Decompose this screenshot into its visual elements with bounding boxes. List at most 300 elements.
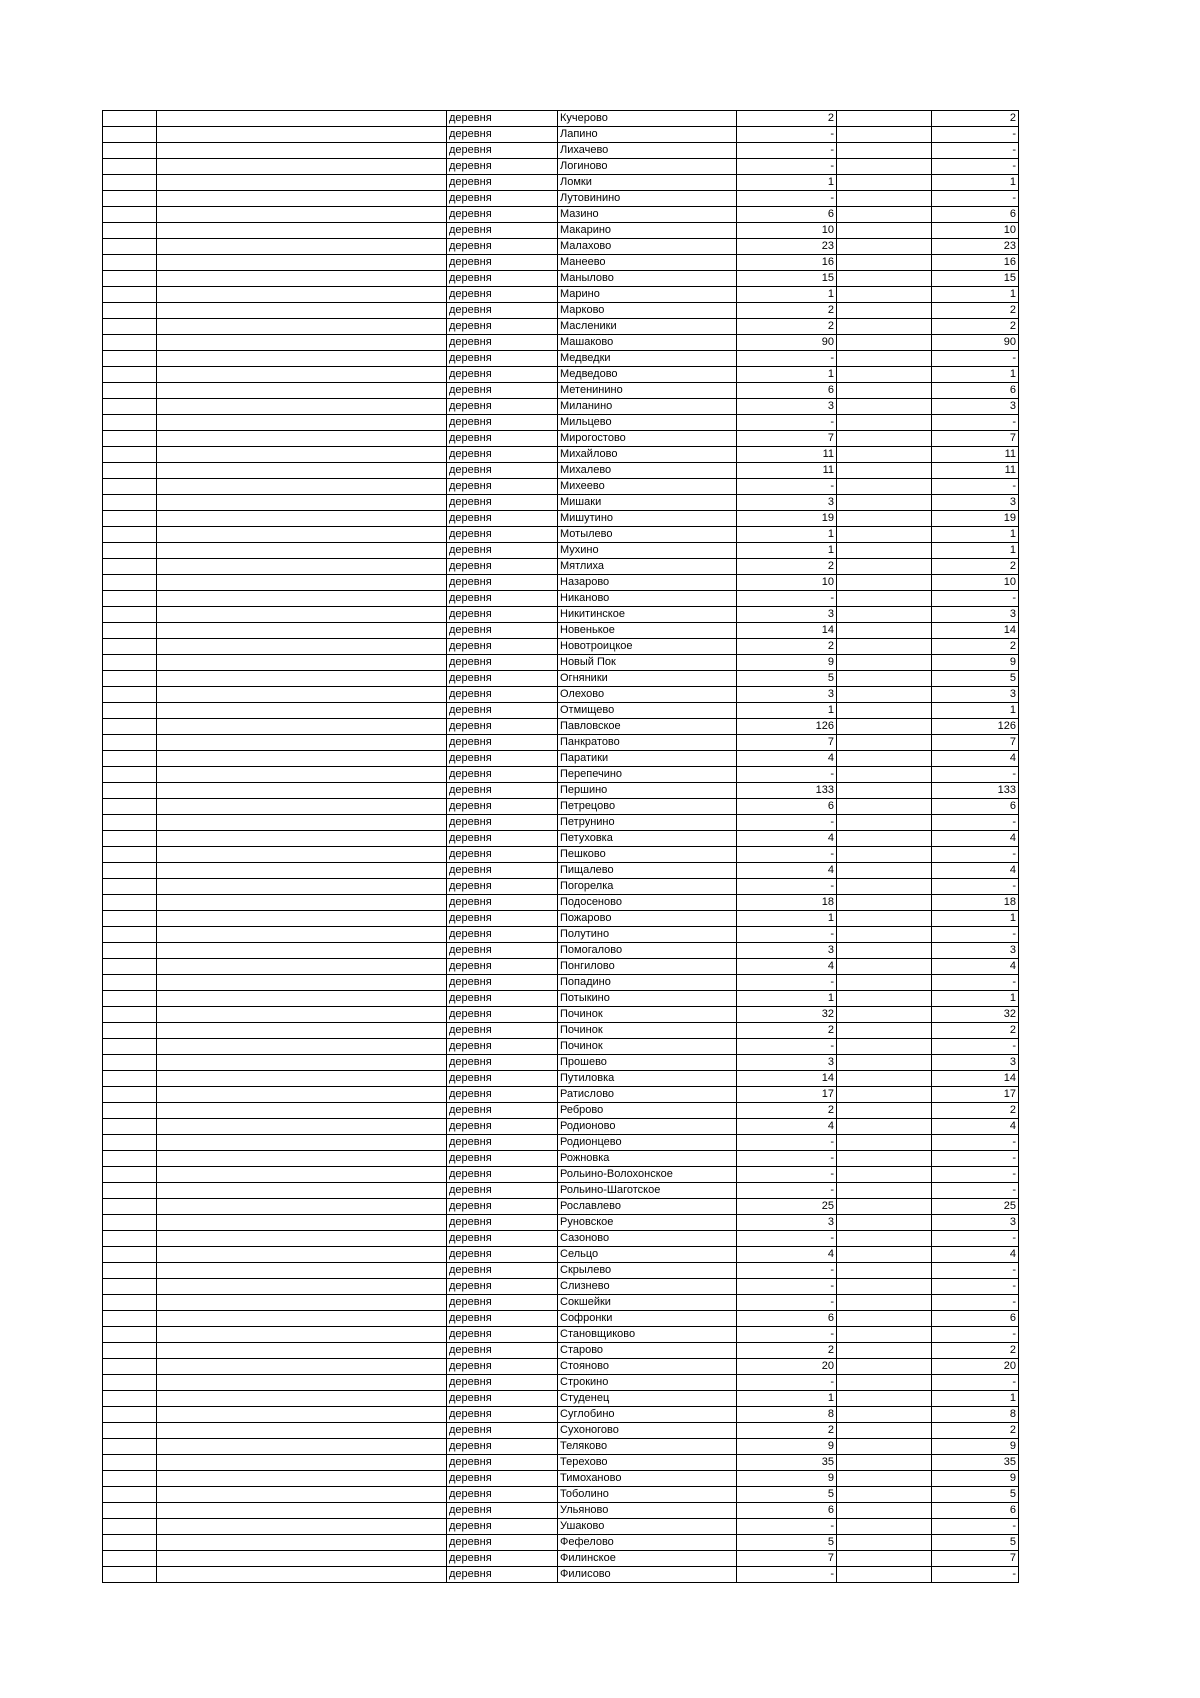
- count-cell: 2: [932, 303, 1019, 319]
- empty-cell-b: [157, 735, 447, 751]
- table-row: [103, 1183, 1019, 1199]
- count-cell: 19: [932, 511, 1019, 527]
- empty-cell-a: [103, 1151, 157, 1167]
- settlement-type-cell: деревня: [447, 143, 558, 159]
- empty-cell-a: [103, 1311, 157, 1327]
- settlement-name-cell: Рожновка: [558, 1151, 737, 1167]
- settlement-name-cell: Суглобино: [558, 1407, 737, 1423]
- settlement-name-cell: Ульяново: [558, 1503, 737, 1519]
- settlement-name-cell: Рольино-Волохонское: [558, 1167, 737, 1183]
- empty-cell-b: [157, 319, 447, 335]
- empty-cell-c: [837, 159, 932, 175]
- total-cell: 2: [737, 1343, 837, 1359]
- count-cell: 6: [932, 207, 1019, 223]
- settlement-type-cell: деревня: [447, 191, 558, 207]
- settlement-name-cell: Слизнево: [558, 1279, 737, 1295]
- empty-cell-a: [103, 559, 157, 575]
- empty-cell-c: [837, 1263, 932, 1279]
- settlement-type-cell: деревня: [447, 799, 558, 815]
- settlement-type-cell: деревня: [447, 1391, 558, 1407]
- settlement-name-cell: Петуховка: [558, 831, 737, 847]
- empty-cell-c: [837, 1039, 932, 1055]
- total-cell: 1: [737, 367, 837, 383]
- table-row: [103, 655, 1019, 671]
- settlement-name-cell: Мазино: [558, 207, 737, 223]
- table-row: [103, 143, 1019, 159]
- empty-cell-b: [157, 1343, 447, 1359]
- settlement-type-cell: деревня: [447, 1119, 558, 1135]
- settlement-type-cell: деревня: [447, 735, 558, 751]
- total-cell: -: [737, 1039, 837, 1055]
- total-cell: -: [737, 143, 837, 159]
- settlement-name-cell: Метенинино: [558, 383, 737, 399]
- empty-cell-c: [837, 863, 932, 879]
- settlement-name-cell: Марино: [558, 287, 737, 303]
- table-row: [103, 1327, 1019, 1343]
- empty-cell-c: [837, 735, 932, 751]
- settlement-name-cell: Мятлиха: [558, 559, 737, 575]
- empty-cell-c: [837, 447, 932, 463]
- empty-cell-a: [103, 655, 157, 671]
- total-cell: -: [737, 1375, 837, 1391]
- empty-cell-a: [103, 159, 157, 175]
- settlement-name-cell: Починок: [558, 1039, 737, 1055]
- empty-cell-b: [157, 223, 447, 239]
- count-cell: 4: [932, 1247, 1019, 1263]
- table-row: [103, 1503, 1019, 1519]
- total-cell: 4: [737, 831, 837, 847]
- empty-cell-c: [837, 1023, 932, 1039]
- count-cell: -: [932, 767, 1019, 783]
- settlement-name-cell: Макарино: [558, 223, 737, 239]
- total-cell: 7: [737, 735, 837, 751]
- count-cell: -: [932, 1295, 1019, 1311]
- total-cell: 6: [737, 207, 837, 223]
- table-row: [103, 1199, 1019, 1215]
- count-cell: -: [932, 1375, 1019, 1391]
- total-cell: 1: [737, 1391, 837, 1407]
- total-cell: 7: [737, 431, 837, 447]
- empty-cell-b: [157, 1503, 447, 1519]
- empty-cell-c: [837, 1279, 932, 1295]
- settlement-type-cell: деревня: [447, 751, 558, 767]
- count-cell: -: [932, 1519, 1019, 1535]
- count-cell: -: [932, 927, 1019, 943]
- empty-cell-c: [837, 543, 932, 559]
- empty-cell-a: [103, 1535, 157, 1551]
- total-cell: 1: [737, 703, 837, 719]
- empty-cell-c: [837, 847, 932, 863]
- count-cell: 3: [932, 943, 1019, 959]
- empty-cell-a: [103, 1135, 157, 1151]
- table-row: [103, 1295, 1019, 1311]
- count-cell: -: [932, 1567, 1019, 1583]
- count-cell: -: [932, 1135, 1019, 1151]
- empty-cell-a: [103, 511, 157, 527]
- empty-cell-a: [103, 1439, 157, 1455]
- table-row: [103, 1151, 1019, 1167]
- empty-cell-b: [157, 1215, 447, 1231]
- empty-cell-c: [837, 879, 932, 895]
- count-cell: -: [932, 1231, 1019, 1247]
- settlement-name-cell: Сухоногово: [558, 1423, 737, 1439]
- empty-cell-b: [157, 895, 447, 911]
- count-cell: -: [932, 1263, 1019, 1279]
- total-cell: -: [737, 1151, 837, 1167]
- count-cell: 8: [932, 1407, 1019, 1423]
- total-cell: 2: [737, 303, 837, 319]
- total-cell: 3: [737, 495, 837, 511]
- settlement-type-cell: деревня: [447, 831, 558, 847]
- empty-cell-c: [837, 1407, 932, 1423]
- settlement-name-cell: Марково: [558, 303, 737, 319]
- table-row: [103, 767, 1019, 783]
- empty-cell-c: [837, 175, 932, 191]
- table-row: [103, 1439, 1019, 1455]
- total-cell: 1: [737, 911, 837, 927]
- table-row: [103, 959, 1019, 975]
- empty-cell-a: [103, 527, 157, 543]
- empty-cell-b: [157, 1423, 447, 1439]
- settlement-type-cell: деревня: [447, 1487, 558, 1503]
- empty-cell-a: [103, 1391, 157, 1407]
- settlement-name-cell: Медведово: [558, 367, 737, 383]
- settlement-type-cell: деревня: [447, 383, 558, 399]
- empty-cell-c: [837, 319, 932, 335]
- empty-cell-b: [157, 1455, 447, 1471]
- total-cell: 2: [737, 111, 837, 127]
- settlement-type-cell: деревня: [447, 591, 558, 607]
- settlement-name-cell: Строкино: [558, 1375, 737, 1391]
- empty-cell-a: [103, 1487, 157, 1503]
- count-cell: -: [932, 127, 1019, 143]
- count-cell: 3: [932, 399, 1019, 415]
- empty-cell-b: [157, 1167, 447, 1183]
- empty-cell-b: [157, 927, 447, 943]
- total-cell: 4: [737, 1119, 837, 1135]
- count-cell: 2: [932, 111, 1019, 127]
- empty-cell-c: [837, 671, 932, 687]
- settlement-name-cell: Логиново: [558, 159, 737, 175]
- settlement-name-cell: Помогалово: [558, 943, 737, 959]
- settlement-name-cell: Прошево: [558, 1055, 737, 1071]
- table-row: [103, 447, 1019, 463]
- empty-cell-a: [103, 607, 157, 623]
- table-row: [103, 911, 1019, 927]
- settlement-type-cell: деревня: [447, 687, 558, 703]
- settlement-type-cell: деревня: [447, 399, 558, 415]
- settlement-type-cell: деревня: [447, 1567, 558, 1583]
- settlement-type-cell: деревня: [447, 767, 558, 783]
- count-cell: 17: [932, 1087, 1019, 1103]
- empty-cell-b: [157, 287, 447, 303]
- count-cell: 5: [932, 671, 1019, 687]
- settlement-name-cell: Михеево: [558, 479, 737, 495]
- settlement-type-cell: деревня: [447, 847, 558, 863]
- total-cell: -: [737, 127, 837, 143]
- table-row: [103, 751, 1019, 767]
- settlement-name-cell: Мильцево: [558, 415, 737, 431]
- total-cell: 3: [737, 943, 837, 959]
- total-cell: -: [737, 351, 837, 367]
- empty-cell-b: [157, 1023, 447, 1039]
- settlement-name-cell: Никитинское: [558, 607, 737, 623]
- table-row: [103, 527, 1019, 543]
- count-cell: -: [932, 479, 1019, 495]
- empty-cell-c: [837, 415, 932, 431]
- count-cell: 4: [932, 751, 1019, 767]
- table-row: [103, 975, 1019, 991]
- total-cell: 18: [737, 895, 837, 911]
- empty-cell-c: [837, 831, 932, 847]
- settlement-name-cell: Родионово: [558, 1119, 737, 1135]
- total-cell: -: [737, 1231, 837, 1247]
- table-row: [103, 463, 1019, 479]
- total-cell: 17: [737, 1087, 837, 1103]
- settlement-type-cell: деревня: [447, 335, 558, 351]
- empty-cell-a: [103, 671, 157, 687]
- empty-cell-a: [103, 783, 157, 799]
- count-cell: 32: [932, 1007, 1019, 1023]
- settlement-type-cell: деревня: [447, 1519, 558, 1535]
- table-row: [103, 1135, 1019, 1151]
- settlement-name-cell: Старово: [558, 1343, 737, 1359]
- empty-cell-c: [837, 559, 932, 575]
- total-cell: 90: [737, 335, 837, 351]
- total-cell: 23: [737, 239, 837, 255]
- count-cell: -: [932, 975, 1019, 991]
- table-row: [103, 1535, 1019, 1551]
- empty-cell-a: [103, 927, 157, 943]
- count-cell: -: [932, 1039, 1019, 1055]
- settlement-name-cell: Рольино-Шаготское: [558, 1183, 737, 1199]
- table-row: [103, 623, 1019, 639]
- settlement-name-cell: Манеево: [558, 255, 737, 271]
- settlement-type-cell: деревня: [447, 319, 558, 335]
- settlement-name-cell: Стояново: [558, 1359, 737, 1375]
- total-cell: -: [737, 815, 837, 831]
- total-cell: 25: [737, 1199, 837, 1215]
- empty-cell-b: [157, 511, 447, 527]
- empty-cell-a: [103, 351, 157, 367]
- empty-cell-b: [157, 847, 447, 863]
- empty-cell-c: [837, 239, 932, 255]
- settlement-type-cell: деревня: [447, 1375, 558, 1391]
- settlement-type-cell: деревня: [447, 1535, 558, 1551]
- settlement-type-cell: деревня: [447, 1183, 558, 1199]
- empty-cell-c: [837, 1535, 932, 1551]
- empty-cell-b: [157, 911, 447, 927]
- empty-cell-c: [837, 623, 932, 639]
- settlement-type-cell: деревня: [447, 1071, 558, 1087]
- empty-cell-c: [837, 1375, 932, 1391]
- empty-cell-c: [837, 927, 932, 943]
- table-row: [103, 1087, 1019, 1103]
- settlement-name-cell: Тоболино: [558, 1487, 737, 1503]
- settlement-type-cell: деревня: [447, 1039, 558, 1055]
- settlement-name-cell: Огняники: [558, 671, 737, 687]
- empty-cell-c: [837, 687, 932, 703]
- table-row: [103, 351, 1019, 367]
- settlement-name-cell: Понгилово: [558, 959, 737, 975]
- empty-cell-a: [103, 207, 157, 223]
- settlement-type-cell: деревня: [447, 111, 558, 127]
- empty-cell-c: [837, 511, 932, 527]
- settlement-name-cell: Становщиково: [558, 1327, 737, 1343]
- total-cell: 1: [737, 175, 837, 191]
- table-row: [103, 415, 1019, 431]
- empty-cell-b: [157, 607, 447, 623]
- empty-cell-b: [157, 1071, 447, 1087]
- table-row: [103, 863, 1019, 879]
- count-cell: 9: [932, 1439, 1019, 1455]
- total-cell: 20: [737, 1359, 837, 1375]
- settlement-name-cell: Новенькое: [558, 623, 737, 639]
- empty-cell-c: [837, 911, 932, 927]
- empty-cell-c: [837, 591, 932, 607]
- settlement-name-cell: Путиловка: [558, 1071, 737, 1087]
- empty-cell-a: [103, 863, 157, 879]
- table-row: [103, 431, 1019, 447]
- empty-cell-b: [157, 271, 447, 287]
- settlement-type-cell: деревня: [447, 1087, 558, 1103]
- table-row: [103, 1343, 1019, 1359]
- total-cell: 35: [737, 1455, 837, 1471]
- settlement-type-cell: деревня: [447, 1199, 558, 1215]
- total-cell: 14: [737, 1071, 837, 1087]
- empty-cell-a: [103, 111, 157, 127]
- total-cell: -: [737, 1519, 837, 1535]
- empty-cell-b: [157, 1119, 447, 1135]
- total-cell: 3: [737, 1215, 837, 1231]
- table-row: [103, 287, 1019, 303]
- empty-cell-b: [157, 1103, 447, 1119]
- empty-cell-b: [157, 1375, 447, 1391]
- empty-cell-b: [157, 1391, 447, 1407]
- total-cell: 5: [737, 671, 837, 687]
- count-cell: -: [932, 143, 1019, 159]
- settlement-type-cell: деревня: [447, 895, 558, 911]
- settlement-name-cell: Полутино: [558, 927, 737, 943]
- settlement-type-cell: деревня: [447, 351, 558, 367]
- empty-cell-a: [103, 431, 157, 447]
- total-cell: -: [737, 1263, 837, 1279]
- table-row: [103, 1519, 1019, 1535]
- total-cell: 9: [737, 1439, 837, 1455]
- total-cell: 6: [737, 799, 837, 815]
- empty-cell-b: [157, 943, 447, 959]
- count-cell: 25: [932, 1199, 1019, 1215]
- total-cell: -: [737, 479, 837, 495]
- count-cell: -: [932, 1327, 1019, 1343]
- settlement-name-cell: Скрылево: [558, 1263, 737, 1279]
- empty-cell-b: [157, 1295, 447, 1311]
- empty-cell-a: [103, 1023, 157, 1039]
- empty-cell-c: [837, 1471, 932, 1487]
- empty-cell-c: [837, 1183, 932, 1199]
- empty-cell-a: [103, 1519, 157, 1535]
- empty-cell-a: [103, 415, 157, 431]
- settlement-type-cell: деревня: [447, 1215, 558, 1231]
- empty-cell-b: [157, 879, 447, 895]
- empty-cell-c: [837, 719, 932, 735]
- empty-cell-a: [103, 1247, 157, 1263]
- settlement-type-cell: деревня: [447, 1455, 558, 1471]
- settlement-name-cell: Петрецово: [558, 799, 737, 815]
- empty-cell-b: [157, 1055, 447, 1071]
- count-cell: -: [932, 191, 1019, 207]
- count-cell: -: [932, 351, 1019, 367]
- total-cell: 11: [737, 463, 837, 479]
- total-cell: 133: [737, 783, 837, 799]
- empty-cell-c: [837, 895, 932, 911]
- count-cell: 1: [932, 991, 1019, 1007]
- total-cell: -: [737, 1279, 837, 1295]
- total-cell: -: [737, 1183, 837, 1199]
- settlement-name-cell: Новотроицкое: [558, 639, 737, 655]
- table-row: [103, 239, 1019, 255]
- empty-cell-b: [157, 431, 447, 447]
- settlement-name-cell: Лапино: [558, 127, 737, 143]
- table-row: [103, 1311, 1019, 1327]
- count-cell: 7: [932, 1551, 1019, 1567]
- settlement-name-cell: Панкратово: [558, 735, 737, 751]
- empty-cell-a: [103, 1167, 157, 1183]
- settlement-name-cell: Кучерово: [558, 111, 737, 127]
- table-row: [103, 815, 1019, 831]
- empty-cell-c: [837, 1295, 932, 1311]
- settlement-type-cell: деревня: [447, 959, 558, 975]
- count-cell: 1: [932, 911, 1019, 927]
- settlement-type-cell: деревня: [447, 639, 558, 655]
- empty-cell-a: [103, 799, 157, 815]
- empty-cell-b: [157, 495, 447, 511]
- count-cell: 11: [932, 463, 1019, 479]
- settlement-name-cell: Павловское: [558, 719, 737, 735]
- empty-cell-b: [157, 1151, 447, 1167]
- empty-cell-b: [157, 207, 447, 223]
- count-cell: 2: [932, 639, 1019, 655]
- settlement-name-cell: Филисово: [558, 1567, 737, 1583]
- settlement-type-cell: деревня: [447, 495, 558, 511]
- table-row: [103, 383, 1019, 399]
- empty-cell-b: [157, 479, 447, 495]
- total-cell: 4: [737, 1247, 837, 1263]
- empty-cell-b: [157, 159, 447, 175]
- settlement-type-cell: деревня: [447, 303, 558, 319]
- table-row: [103, 1471, 1019, 1487]
- empty-cell-a: [103, 1103, 157, 1119]
- empty-cell-a: [103, 687, 157, 703]
- empty-cell-c: [837, 1167, 932, 1183]
- count-cell: 6: [932, 383, 1019, 399]
- settlement-name-cell: Першино: [558, 783, 737, 799]
- settlement-type-cell: деревня: [447, 1423, 558, 1439]
- count-cell: 35: [932, 1455, 1019, 1471]
- empty-cell-c: [837, 1503, 932, 1519]
- empty-cell-a: [103, 1007, 157, 1023]
- empty-cell-b: [157, 415, 447, 431]
- count-cell: 4: [932, 831, 1019, 847]
- empty-cell-c: [837, 1151, 932, 1167]
- empty-cell-b: [157, 1279, 447, 1295]
- settlement-name-cell: Ломки: [558, 175, 737, 191]
- empty-cell-c: [837, 1487, 932, 1503]
- empty-cell-a: [103, 335, 157, 351]
- count-cell: 4: [932, 863, 1019, 879]
- settlement-type-cell: деревня: [447, 991, 558, 1007]
- count-cell: 126: [932, 719, 1019, 735]
